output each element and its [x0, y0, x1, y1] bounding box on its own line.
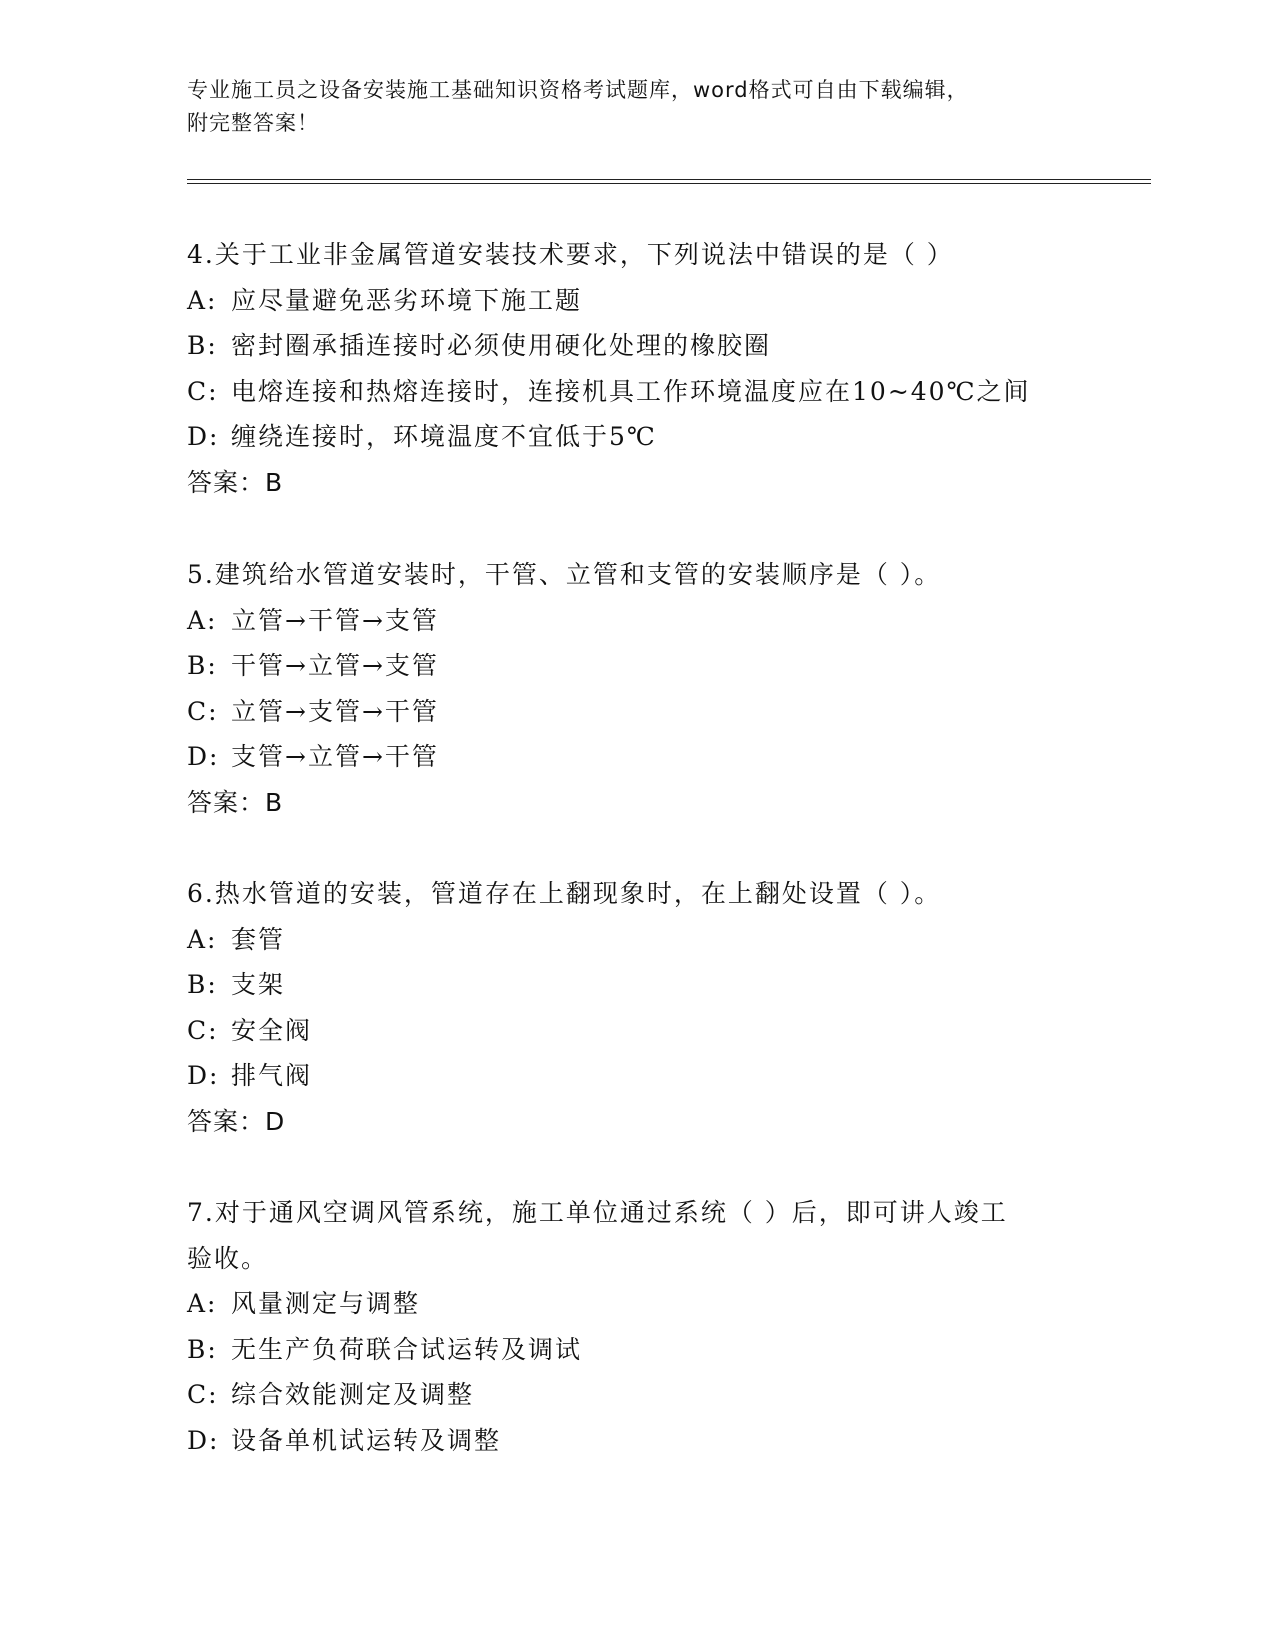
option-b: [187, 643, 1087, 689]
answer: 答案：B: [187, 467, 284, 497]
option-key: A:: [187, 1289, 218, 1318]
option-text: 干管→立管→支管: [231, 651, 439, 680]
option-text: 密封圈承插连接时必须使用硬化处理的橡胶圈: [231, 331, 772, 360]
question-stem: 5.建筑给水管道安装时，干管、立管和支管的安装顺序是（ ）。: [187, 560, 942, 589]
option-a: [187, 917, 1087, 963]
option-key: C:: [187, 376, 219, 406]
option-text: 缠绕连接时，环境温度不宜低于5℃: [231, 422, 657, 451]
option-text: 电熔连接和热熔连接时，连接机具工作环境温度应在10~40℃之间: [231, 376, 1031, 406]
option-key: C:: [187, 696, 219, 726]
answer: 答案：B: [187, 787, 284, 817]
option-key: A:: [187, 285, 218, 315]
header-divider-top: [187, 179, 1151, 180]
option-text: 风量测定与调整: [231, 1289, 421, 1318]
option-text: 立管→支管→干管: [231, 696, 439, 726]
question-5: [187, 552, 1087, 825]
option-c: [187, 1008, 1087, 1054]
option-key: C:: [187, 1380, 219, 1409]
option-text: 无生产负荷联合试运转及调试: [231, 1334, 583, 1364]
option-text: 设备单机试运转及调整: [231, 1425, 502, 1455]
option-text: 支架: [231, 970, 286, 999]
option-b: [187, 323, 1087, 369]
header-divider-bottom: [187, 183, 1151, 184]
option-key: D:: [187, 1061, 220, 1090]
option-d: [187, 1053, 1087, 1099]
option-a: [187, 598, 1087, 644]
question-stem-line-2: 验收。: [187, 1243, 269, 1273]
option-d: [187, 414, 1087, 460]
option-key: B:: [187, 970, 218, 999]
option-text: 综合效能测定及调整: [231, 1380, 475, 1409]
option-b: [187, 962, 1087, 1008]
option-key: D:: [187, 742, 220, 771]
option-c: [187, 1372, 1087, 1418]
option-key: B:: [187, 651, 218, 680]
question-7: [187, 1190, 1087, 1463]
header-line-1: 专业施工员之设备安装施工基础知识资格考试题库，word格式可自由下载编辑，: [187, 78, 969, 102]
option-text: 立管→干管→支管: [231, 605, 439, 635]
option-c: [187, 689, 1087, 735]
answer: 答案：D: [187, 1106, 286, 1136]
option-a: [187, 278, 1087, 324]
option-a: [187, 1281, 1087, 1327]
question-stem: 6.热水管道的安装，管道存在上翻现象时，在上翻处设置（ ）。: [187, 879, 942, 908]
document-header: [187, 74, 1087, 140]
option-b: [187, 1327, 1087, 1373]
option-d: [187, 734, 1087, 780]
option-key: D:: [187, 1425, 220, 1455]
option-text: 安全阀: [231, 1015, 313, 1045]
option-key: B:: [187, 331, 218, 360]
question-stem: 4.关于工业非金属管道安装技术要求，下列说法中错误的是（ ）: [187, 240, 954, 269]
option-key: A:: [187, 924, 218, 954]
option-text: 应尽量避免恶劣环境下施工题: [231, 285, 583, 315]
option-key: C:: [187, 1015, 219, 1045]
option-text: 支管→立管→干管: [231, 742, 439, 771]
option-key: B:: [187, 1334, 218, 1364]
option-c: [187, 369, 1087, 415]
option-key: D:: [187, 422, 220, 451]
option-d: [187, 1418, 1087, 1464]
header-line-2: 附完整答案！: [187, 111, 319, 135]
question-4: [187, 232, 1087, 505]
option-text: 排气阀: [231, 1061, 313, 1090]
option-key: A:: [187, 605, 218, 635]
question-6: [187, 871, 1087, 1144]
option-text: 套管: [231, 924, 286, 954]
question-stem-line-1: 7.对于通风空调风管系统，施工单位通过系统（ ）后，即可讲人竣工: [187, 1198, 1008, 1227]
